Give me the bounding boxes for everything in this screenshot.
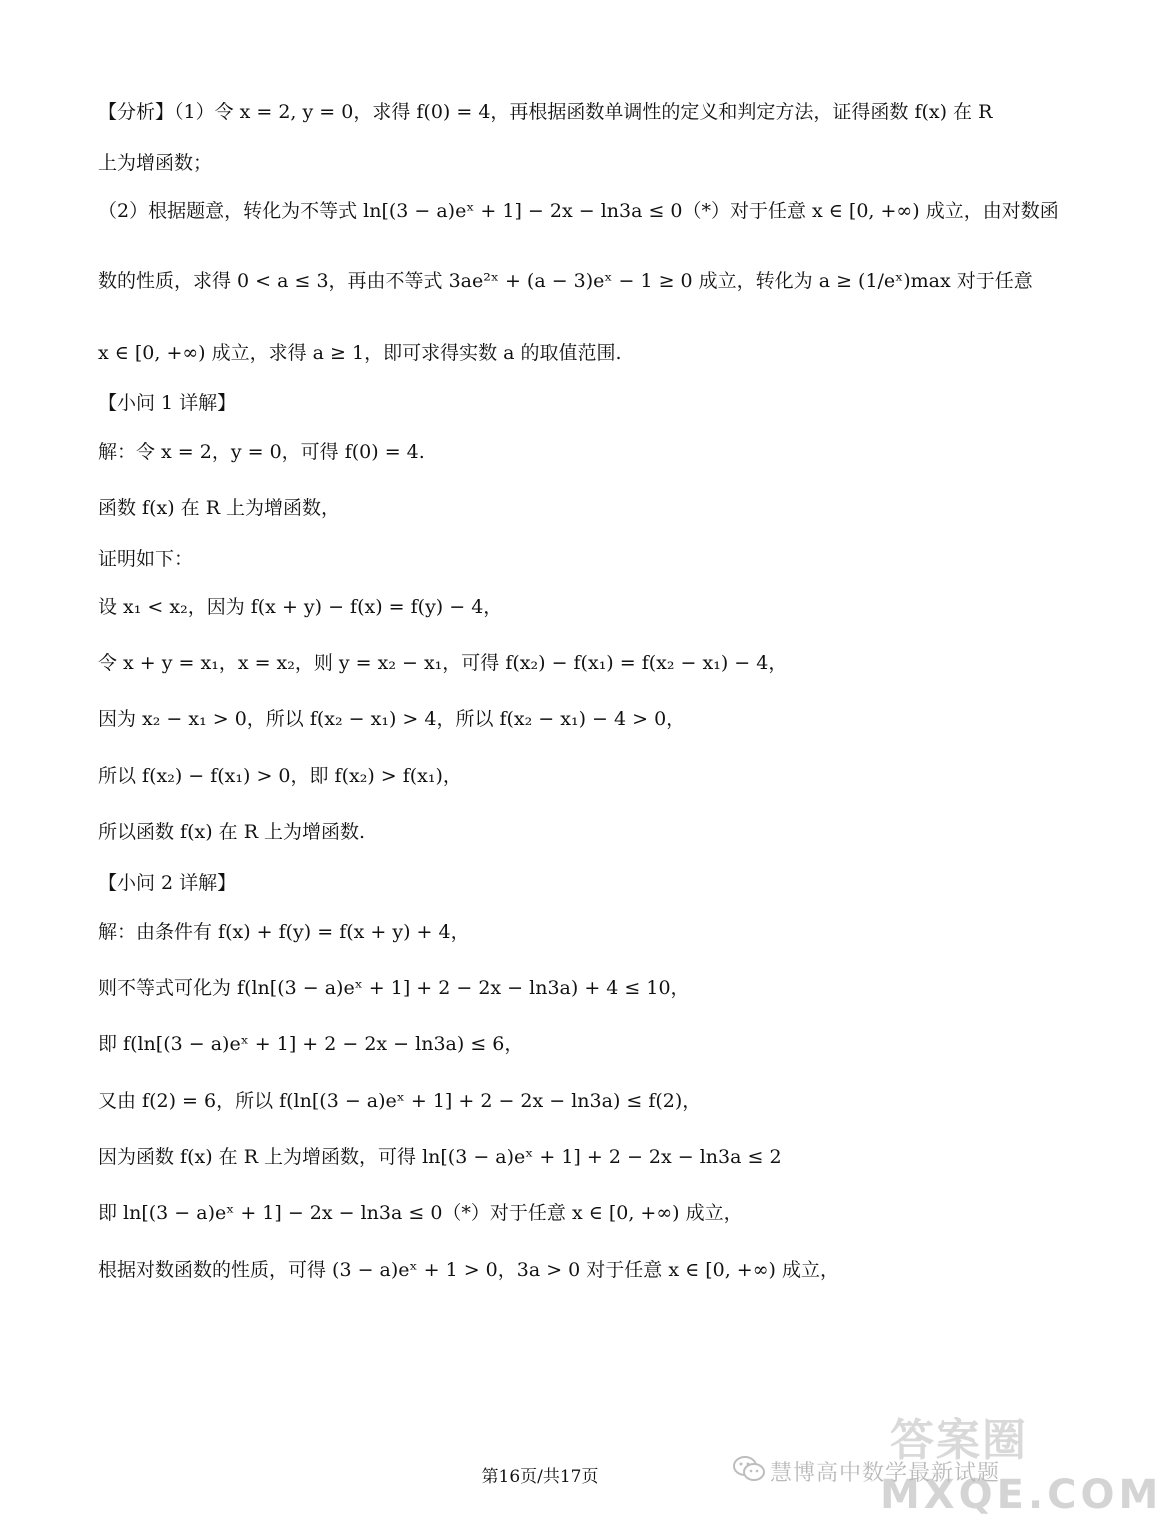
solution-line: 函数 f(x) 在 R 上为增函数， <box>98 497 341 519</box>
solution-line: 所以 f(x₂) − f(x₁) > 0，即 f(x₂) > f(x₁)， <box>98 765 462 787</box>
watermark-logo-top: 答案圈 <box>890 1415 1028 1466</box>
solution-line: 设 x₁ < x₂，因为 f(x + y) − f(x) = f(y) − 4， <box>98 596 503 618</box>
section-heading-1: 【小问 1 详解】 <box>98 392 237 414</box>
section-heading-2: 【小问 2 详解】 <box>98 872 237 894</box>
watermark-account: 慧博高中数学最新试题 <box>770 1461 1001 1486</box>
analysis-line-4: 数的性质，求得 0 < a ≤ 3，再由不等式 3ae²ˣ + (a − 3)eˣ − 1 ≥ 0 成立，转化为 a ≥ (1/eˣ)max 对于任意 <box>98 270 1033 292</box>
solution-line: 即 ln[(3 − a)eˣ + 1] − 2x − ln3a ≤ 0（*）对于任意 x ∈ [0, +∞) 成立， <box>98 1202 743 1224</box>
solution-line: 所以函数 f(x) 在 R 上为增函数. <box>98 821 366 843</box>
analysis-line-5: x ∈ [0, +∞) 成立，求得 a ≥ 1，即可求得实数 a 的取值范围. <box>98 342 622 364</box>
solution-line: 令 x + y = x₁，x = x₂，则 y = x₂ − x₁，可得 f(x₂) − f(x₁) = f(x₂ − x₁) − 4， <box>98 652 788 674</box>
solution-line: 即 f(ln[(3 − a)eˣ + 1] + 2 − 2x − ln3a) ≤ 6， <box>98 1033 524 1055</box>
solution-line: 证明如下： <box>98 548 194 570</box>
analysis-line-3: （2）根据题意，转化为不等式 ln[(3 − a)eˣ + 1] − 2x − ln3a ≤ 0（*）对于任意 x ∈ [0, +∞) 成立，由对数函 <box>98 200 1059 222</box>
watermark-logo-bottom: MXQE.COM <box>880 1472 1162 1518</box>
solution-line: 则不等式可化为 f(ln[(3 − a)eˣ + 1] + 2 − 2x − ln3a) + 4 ≤ 10， <box>98 977 690 999</box>
analysis-line-1: 【分析】（1）令 x = 2, y = 0，求得 f(0) = 4，再根据函数单调性的定义和判定方法，证得函数 f(x) 在 R <box>98 101 993 123</box>
solution-line: 又由 f(2) = 6，所以 f(ln[(3 − a)eˣ + 1] + 2 − 2x − ln3a) ≤ f(2)， <box>98 1090 702 1112</box>
analysis-line-2: 上为增函数； <box>98 152 213 174</box>
solution-line: 解：由条件有 f(x) + f(y) = f(x + y) + 4， <box>98 921 470 943</box>
solution-line: 因为 x₂ − x₁ > 0，所以 f(x₂ − x₁) > 4，所以 f(x₂ − x₁) − 4 > 0， <box>98 708 686 730</box>
solution-line: 根据对数函数的性质，可得 (3 − a)eˣ + 1 > 0，3a > 0 对于任意 x ∈ [0, +∞) 成立， <box>98 1259 839 1281</box>
solution-line: 解：令 x = 2，y = 0，可得 f(0) = 4. <box>98 441 425 463</box>
solution-line: 因为函数 f(x) 在 R 上为增函数，可得 ln[(3 − a)eˣ + 1] + 2 − 2x − ln3a ≤ 2 <box>98 1146 782 1168</box>
page-number: 第16页/共17页 <box>481 1467 599 1487</box>
